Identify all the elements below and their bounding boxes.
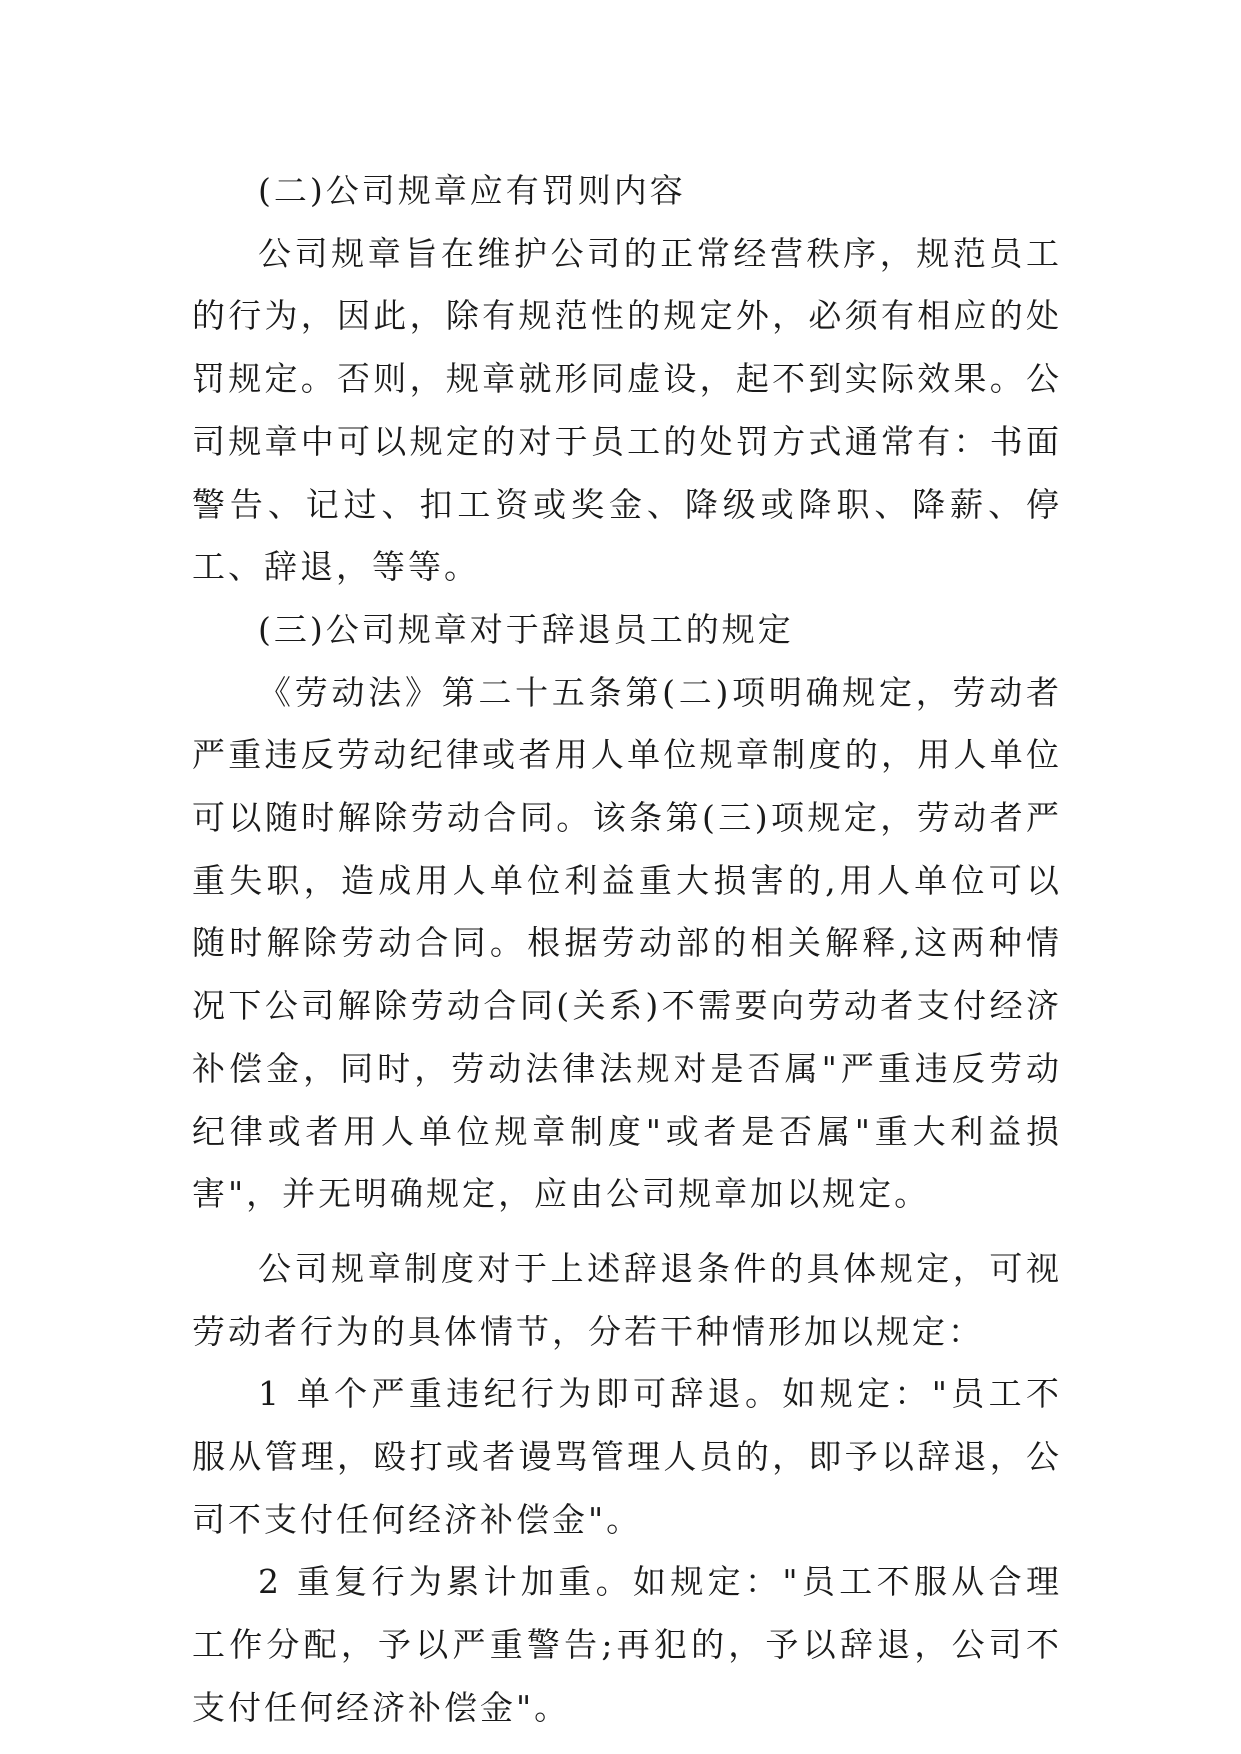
section-heading-dismissal: (三)公司规章对于辞退员工的规定 [258,609,794,649]
paragraph-item-1: 1 单个严重违纪行为即可辞退。如规定："员工不服从管理，殴打或者谩骂管理人员的，即予以辞退，公司不支付任何经济补偿金"。 [192,1374,1062,1539]
paragraph-labor-law: 《劳动法》第二十五条第(二)项明确规定，劳动者严重违反劳动纪律或者用人单位规章制度的，用人单位可以随时解除劳动合同。该条第(三)项规定，劳动者严重失职，造成用人单位利益重大损害的,用人单位可以随时解除劳动合同。根据劳动部的相关解释,这两种情况下公司解除劳动合同(关系)不需要向劳动者支付经济补偿金，同时，劳动法律法规对是否属"严重违反劳动纪律或者用人单位规章制度"或者是否属"重大利益损害"，并无明确规定，应由公司规章加以规定。 [192,672,1062,1214]
paragraph-penalties: 公司规章旨在维护公司的正常经营秩序，规范员工的行为，因此，除有规范性的规定外，必须有相应的处罚规定。否则，规章就形同虚设，起不到实际效果。公司规章中可以规定的对于员工的处罚方式通常有：书面警告、记过、扣工资或奖金、降级或降职、降薪、停工、辞退，等等。 [192,233,1062,587]
paragraph-spacer [192,1226,1062,1238]
paragraph-item-2: 2 重复行为累计加重。如规定："员工不服从合理工作分配，予以严重警告;再犯的，予以辞退，公司不支付任何经济补偿金"。 [192,1562,1062,1727]
document-body [192,160,1062,1740]
paragraph-dismissal-conditions: 公司规章制度对于上述辞退条件的具体规定，可视劳动者行为的具体情节，分若干种情形加以规定： [192,1248,1062,1351]
section-heading-penalties: (二)公司规章应有罚则内容 [258,171,686,210]
